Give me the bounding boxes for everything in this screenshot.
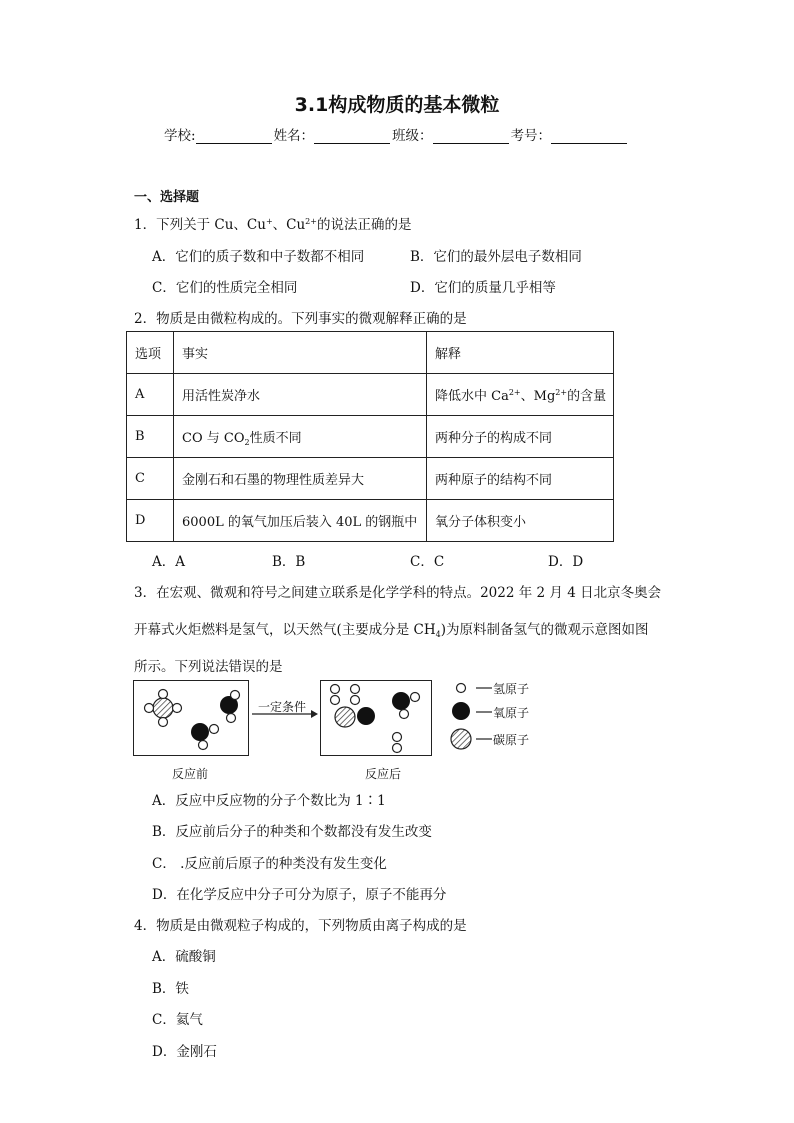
school-label: 学校:	[164, 128, 196, 144]
name-label: 姓名：	[273, 128, 315, 144]
after-label: 反应后	[365, 767, 402, 781]
student-info-line	[164, 124, 629, 144]
table-cell-fact: 用活性炭净水	[174, 374, 427, 416]
q4-option-d[interactable]: D．金刚石	[152, 1044, 217, 1060]
table-row	[127, 458, 614, 500]
q1-stem: 1．下列关于 Cu、Cu+、$Cu^{2+}$的说法正确的是	[134, 217, 412, 233]
table-row	[127, 374, 614, 416]
q1-option-b[interactable]: B．它们的最外层电子数相同	[410, 249, 582, 265]
table-header-row	[127, 332, 614, 374]
water-molecule	[220, 691, 240, 723]
exam-no-blank[interactable]	[551, 129, 627, 144]
q3-option-b[interactable]: B．反应前后分子的种类和个数都没有发生改变	[152, 824, 432, 840]
hydrogen-molecule	[351, 685, 360, 705]
q3-option-c[interactable]: C． .反应前后原子的种类没有发生变化	[152, 856, 387, 872]
table-cell-fact: CO 与 $CO_2$性质不同	[174, 416, 427, 458]
table-cell-fact: 金刚石和石墨的物理性质差异大	[174, 458, 427, 500]
q4-option-b[interactable]: B．铁	[152, 981, 189, 997]
before-label: 反应前	[172, 767, 209, 781]
table-cell-option: D	[127, 500, 174, 542]
section-heading: 一、选择题	[134, 190, 200, 205]
q4-option-a[interactable]: A．硫酸铜	[152, 949, 216, 965]
q3-stem-line3: 所示。下列说法错误的是	[134, 659, 283, 675]
table-row	[127, 416, 614, 458]
q4-stem: 4．物质是由微观粒子构成的，下列物质由离子构成的是	[134, 918, 467, 934]
hydrogen-molecule	[393, 733, 402, 753]
q1-option-d[interactable]: D．它们的质量几乎相等	[410, 280, 556, 296]
q1-option-a[interactable]: A．它们的质子数和中子数都不相同	[152, 249, 365, 265]
legend-hydrogen: 氢原子	[493, 682, 530, 696]
table-cell-option: C	[127, 458, 174, 500]
q2-table	[126, 331, 614, 542]
water-molecule	[191, 723, 219, 750]
table-header-cell: 解释	[427, 332, 614, 374]
carbon-monoxide-molecule	[335, 707, 375, 727]
oxygen-atom-icon	[452, 702, 470, 720]
methane-molecule	[145, 690, 182, 727]
legend-icons	[448, 678, 498, 756]
table-cell-explanation: 降低水中 $Ca^{2+}$、$Mg^{2+}$的含量	[427, 374, 614, 416]
q4-option-c[interactable]: C．氦气	[152, 1012, 203, 1028]
table-row	[127, 500, 614, 542]
table-cell-explanation: 两种原子的结构不同	[427, 458, 614, 500]
class-label: 班级：	[392, 128, 433, 144]
hydrogen-molecule	[331, 685, 340, 705]
q3-stem-line1: 3．在宏观、微观和符号之间建立联系是化学学科的特点。2022 年 2 月 4 日北京冬奥会	[134, 585, 662, 601]
q2-option-c[interactable]: C．C	[410, 554, 445, 570]
legend-oxygen: 氧原子	[493, 706, 530, 720]
table-cell-fact: 6000L 的氧气加压后装入 40L 的钢瓶中	[174, 500, 427, 542]
table-cell-option: A	[127, 374, 174, 416]
q2-option-a[interactable]: A．A	[152, 554, 185, 570]
before-box	[133, 680, 249, 756]
after-box	[320, 680, 432, 756]
school-blank[interactable]	[196, 129, 272, 144]
table-cell-option: B	[127, 416, 174, 458]
hydrogen-atom-icon	[457, 684, 466, 693]
q3-option-a[interactable]: A．反应中反应物的分子个数比为 1∶1	[152, 793, 386, 809]
table-cell-explanation: 两种分子的构成不同	[427, 416, 614, 458]
carbon-atom-icon	[451, 729, 471, 749]
q2-option-b[interactable]: B．B	[272, 554, 306, 570]
exam-no-label: 考号：	[510, 128, 552, 144]
q2-option-d[interactable]: D．D	[548, 554, 584, 570]
table-header-cell: 事实	[174, 332, 427, 374]
q3-stem-line2: 开幕式火炬燃料是氢气，以天然气(主要成分是 $CH_4$)为原料制备氢气的微观示意图如图	[134, 622, 649, 639]
legend-carbon: 碳原子	[493, 733, 530, 747]
q3-option-d[interactable]: D．在化学反应中分子可分为原子，原子不能再分	[152, 887, 447, 903]
name-blank[interactable]	[314, 129, 390, 144]
table-cell-explanation: 氧分子体积变小	[427, 500, 614, 542]
q1-option-c[interactable]: C．它们的性质完全相同	[152, 280, 298, 296]
table-header-cell: 选项	[127, 332, 174, 374]
page-title: 3.1构成物质的基本微粒	[294, 94, 500, 116]
water-molecule	[392, 692, 420, 719]
class-blank[interactable]	[433, 129, 509, 144]
q2-stem: 2．物质是由微粒构成的。下列事实的微观解释正确的是	[134, 311, 467, 327]
arrow-label: 一定条件	[258, 700, 307, 714]
